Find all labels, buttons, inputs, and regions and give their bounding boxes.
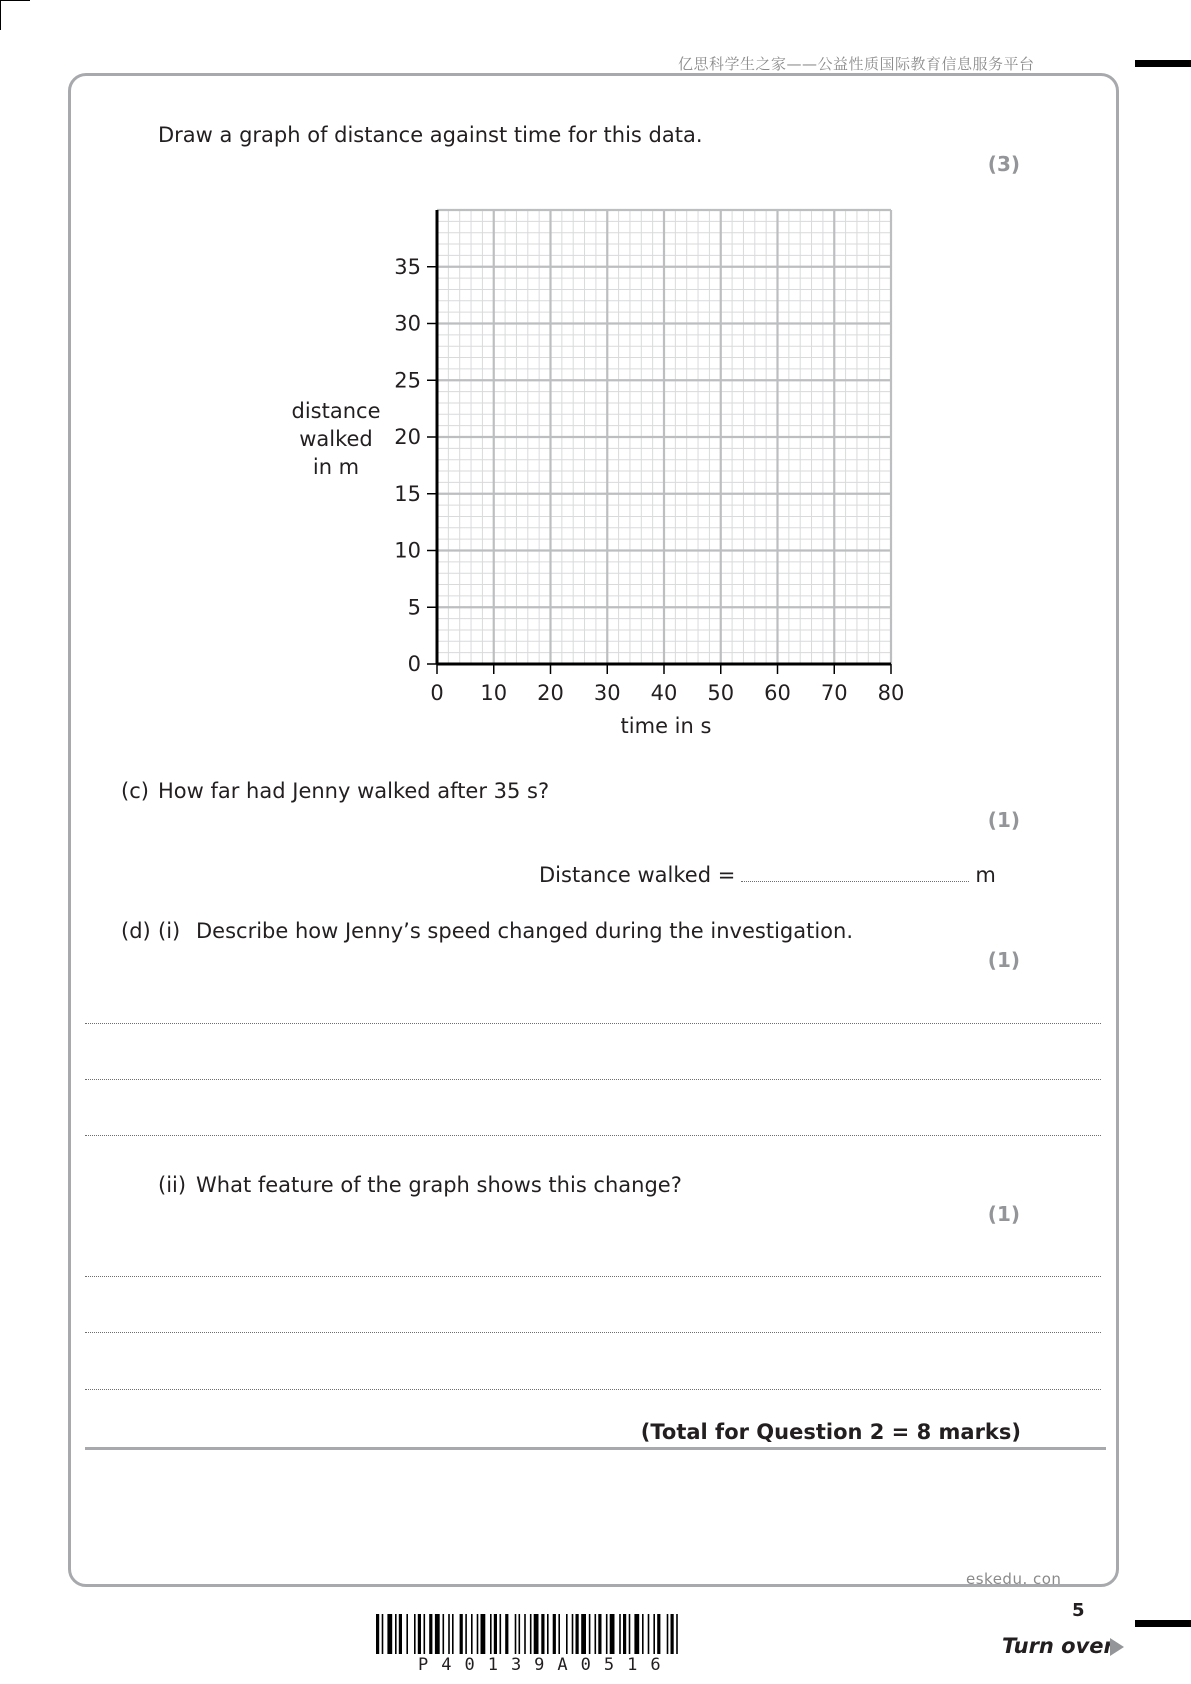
barcode-bar (648, 1614, 650, 1654)
edge-mark-bottom (1135, 1620, 1191, 1627)
barcode-bar (519, 1614, 521, 1654)
x-axis-label: time in s (620, 714, 712, 738)
barcode-bar (671, 1614, 674, 1654)
y-tick-label: 10 (394, 538, 421, 563)
barcode-bar (471, 1614, 473, 1654)
x-tick-label: 20 (537, 681, 564, 705)
total-rule (85, 1447, 1106, 1450)
barcode-bar (657, 1614, 660, 1654)
barcode-bar (406, 1614, 408, 1654)
question-d-ii-text: What feature of the graph shows this change? (196, 1173, 682, 1197)
barcode-bar (623, 1614, 626, 1654)
answer-line-d-i[interactable] (85, 1023, 1101, 1024)
x-tick-label: 60 (764, 681, 791, 705)
barcode-bar (558, 1614, 560, 1654)
barcode (376, 1614, 810, 1654)
x-tick-label: 50 (707, 681, 735, 705)
x-tick-label: 10 (480, 681, 508, 705)
barcode-bar (505, 1614, 508, 1654)
y-tick-label: 5 (407, 595, 421, 620)
barcode-bar (515, 1614, 517, 1654)
barcode-bar (387, 1614, 392, 1654)
x-tick-label: 70 (820, 681, 848, 705)
barcode-bar (465, 1614, 467, 1654)
barcode-bar (418, 1614, 421, 1654)
barcode-bar (598, 1614, 601, 1654)
y-axis-label-line: distance (291, 399, 381, 423)
barcode-bar (572, 1614, 574, 1654)
turn-over-arrow-icon (1110, 1638, 1124, 1656)
barcode-bar (534, 1614, 539, 1654)
barcode-bar (530, 1614, 532, 1654)
barcode-bar (494, 1614, 497, 1654)
question-d-i-label: (i) (158, 919, 181, 943)
barcode-bar (541, 1614, 544, 1654)
barcode-bar (435, 1614, 440, 1654)
barcode-bar (500, 1614, 502, 1654)
barcode-bar (566, 1614, 568, 1654)
x-tick-label: 0 (430, 681, 444, 705)
barcode-bar (490, 1614, 492, 1654)
question-c-label: (c) (121, 779, 149, 803)
barcode-bar (443, 1614, 445, 1654)
distance-answer-field[interactable] (741, 880, 969, 882)
marks-b: (3) (987, 152, 1020, 176)
barcode-bar (595, 1614, 597, 1654)
answer-line-d-ii[interactable] (85, 1389, 1101, 1390)
turn-over-label: Turn over (1002, 1634, 1114, 1658)
barcode-bar (581, 1614, 586, 1654)
x-tick-label: 80 (877, 681, 905, 705)
barcode-text: P40139A0516 (418, 1655, 674, 1675)
barcode-bar (448, 1614, 450, 1654)
barcode-bar (376, 1614, 379, 1654)
header-watermark: 亿思科学生之家——公益性质国际教育信息服务平台 (678, 55, 1035, 73)
barcode-bar (429, 1614, 432, 1654)
answer-line-d-i[interactable] (85, 1135, 1101, 1136)
barcode-bar (576, 1614, 579, 1654)
y-tick-label: 30 (394, 311, 421, 336)
marks-d-i: (1) (987, 948, 1020, 972)
barcode-bar (452, 1614, 454, 1654)
question-d-ii-label: (ii) (158, 1173, 187, 1197)
barcode-bar (642, 1614, 644, 1654)
question-c-text: How far had Jenny walked after 35 s? (158, 779, 550, 803)
barcode-bar (460, 1614, 463, 1654)
x-tick-label: 40 (650, 681, 678, 705)
y-tick-label: 25 (394, 368, 421, 393)
barcode-bar (606, 1614, 608, 1654)
question-d-label: (d) (121, 919, 151, 943)
marks-c: (1) (987, 808, 1020, 832)
barcode-bar (524, 1614, 526, 1654)
barcode-bar (481, 1614, 486, 1654)
barcode-bar (610, 1614, 615, 1654)
answer-line-d-ii[interactable] (85, 1276, 1101, 1277)
barcode-bar (676, 1614, 678, 1654)
answer-line-d-i[interactable] (85, 1079, 1101, 1080)
graph-instruction: Draw a graph of distance against time for this data. (158, 123, 703, 147)
distance-time-graph[interactable] (0, 0, 1191, 760)
question-total: (Total for Question 2 = 8 marks) (640, 1420, 1021, 1444)
distance-answer-row (539, 863, 996, 887)
answer-unit: m (975, 863, 996, 887)
y-tick-label: 0 (407, 652, 421, 676)
answer-prefix: Distance walked = (539, 863, 736, 887)
footer-watermark: eskedu. con (966, 1570, 1062, 1588)
page-number: 5 (1072, 1600, 1085, 1621)
barcode-bar (634, 1614, 639, 1654)
barcode-bar (629, 1614, 631, 1654)
y-tick-label: 20 (394, 425, 421, 449)
y-axis-label-line: walked (299, 427, 373, 451)
barcode-bar (382, 1614, 384, 1654)
question-d-i-text: Describe how Jenny’s speed changed during the investigation. (196, 919, 853, 943)
y-tick-label: 15 (394, 481, 421, 506)
barcode-bar (547, 1614, 549, 1654)
answer-line-d-ii[interactable] (85, 1332, 1101, 1333)
barcode-bar (414, 1614, 416, 1654)
barcode-bar (424, 1614, 426, 1654)
y-axis-label-line: in m (312, 455, 360, 479)
barcode-bar (477, 1614, 479, 1654)
marks-d-ii: (1) (987, 1202, 1020, 1226)
barcode-bar (399, 1614, 402, 1654)
y-tick-label: 35 (394, 254, 421, 279)
barcode-bar (395, 1614, 397, 1654)
barcode-bar (667, 1614, 669, 1654)
barcode-bar (653, 1614, 655, 1654)
barcode-bar (619, 1614, 621, 1654)
barcode-bar (553, 1614, 556, 1654)
x-tick-label: 30 (593, 681, 621, 705)
barcode-bar (589, 1614, 591, 1654)
